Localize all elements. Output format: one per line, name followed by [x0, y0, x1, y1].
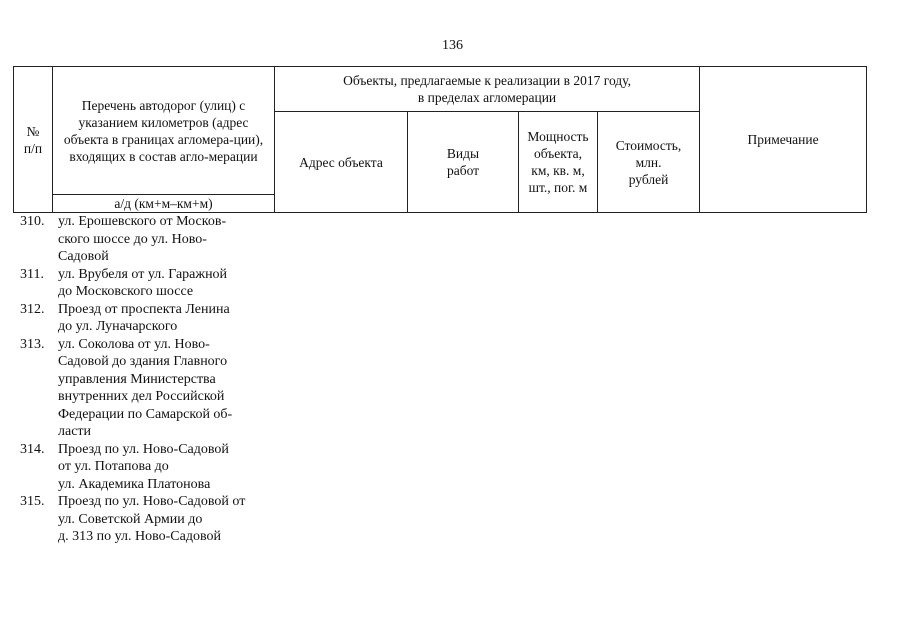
list-item	[20, 213, 295, 266]
row-number: 315.	[20, 494, 45, 509]
header-address-col: Адрес объекта	[275, 112, 408, 213]
list-item	[20, 493, 295, 546]
row-text: Проезд по ул. Ново-Садовой от ул. Потапова до ул. Академика Платонова	[58, 441, 229, 492]
list-item	[20, 336, 295, 441]
row-text: ул. Ерошевского от Москов- ского шоссе до ул. Ново- Садовой	[58, 214, 227, 264]
header-list-col: Перечень автодорог (улиц) с указанием километров (адрес объекта в границах агломера-ции), входящих в состав агло-мерации	[53, 67, 275, 195]
header-km-row: а/д (км+м–км+м)	[53, 195, 275, 213]
row-number: 312.	[20, 301, 45, 317]
header-capacity-col: Мощность объекта, км, кв. м, шт., пог. м	[519, 112, 598, 213]
row-text: ул. Врубеля от ул. Гаражной до Московского шоссе	[58, 266, 228, 299]
header-cost-col: Стоимость, млн. рублей	[598, 112, 700, 213]
list-item	[20, 301, 295, 336]
header-num-col: № п/п	[14, 67, 53, 213]
row-number: 314.	[20, 441, 45, 457]
header-objects-group: Объекты, предлагаемые к реализации в 2017 году, в пределах агломерации	[275, 67, 700, 112]
list-item	[20, 441, 295, 494]
header-table	[13, 66, 867, 213]
row-number: 310.	[20, 214, 45, 229]
page-number: 136	[442, 38, 463, 53]
list-item	[20, 266, 295, 301]
row-number: 313.	[20, 336, 45, 352]
header-note-col: Примечание	[700, 67, 867, 213]
row-text: Проезд от проспекта Ленина до ул. Луначарского	[58, 301, 230, 334]
header-works-col: Виды работ	[408, 112, 519, 213]
row-text: Проезд по ул. Ново-Садовой от ул. Советской Армии до д. 313 по ул. Ново-Садовой	[58, 494, 246, 544]
road-list	[20, 213, 295, 546]
row-number: 311.	[20, 266, 44, 282]
row-text: ул. Соколова от ул. Ново- Садовой до здания Главного управления Министерства внутренних дел Российской Федерации по Самарской об- ласти	[58, 336, 233, 439]
